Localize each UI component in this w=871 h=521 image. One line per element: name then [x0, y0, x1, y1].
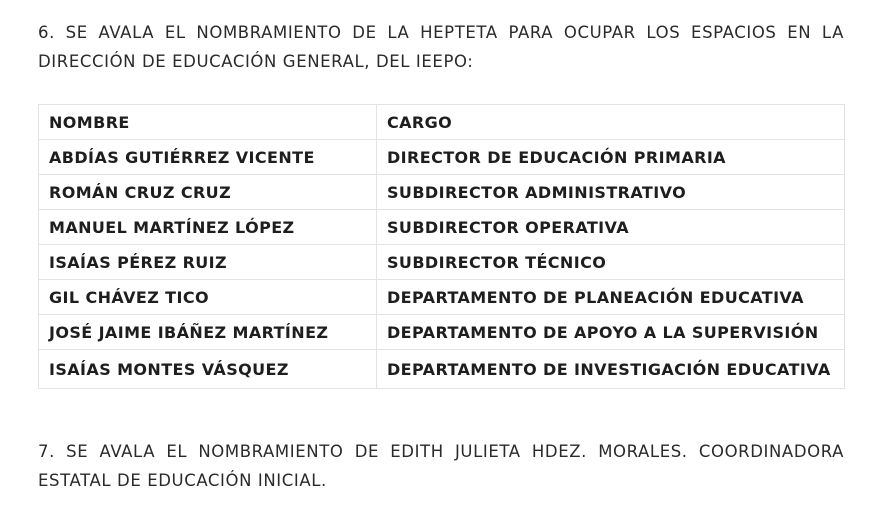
cell-cargo: SUBDIRECTOR OPERATIVA: [377, 210, 845, 245]
cell-cargo: DEPARTAMENTO DE APOYO A LA SUPERVISIÓN: [377, 315, 845, 350]
header-nombre: NOMBRE: [39, 105, 377, 140]
cell-nombre: ROMÁN CRUZ CRUZ: [39, 175, 377, 210]
cell-cargo: SUBDIRECTOR ADMINISTRATIVO: [377, 175, 845, 210]
cell-cargo: SUBDIRECTOR TÉCNICO: [377, 245, 845, 280]
cell-nombre: GIL CHÁVEZ TICO: [39, 280, 377, 315]
cell-nombre: JOSÉ JAIME IBÁÑEZ MARTÍNEZ: [39, 315, 377, 350]
cell-nombre: ISAÍAS PÉREZ RUIZ: [39, 245, 377, 280]
table-row: [39, 280, 845, 315]
table-row: [39, 350, 845, 389]
cell-nombre: ISAÍAS MONTES VÁSQUEZ: [39, 350, 377, 389]
table-row: [39, 210, 845, 245]
cell-nombre: ABDÍAS GUTIÉRREZ VICENTE: [39, 140, 377, 175]
table-header-row: [39, 105, 845, 140]
paragraph-6: 6. SE AVALA EL NOMBRAMIENTO DE LA HEPTETA PARA OCUPAR LOS ESPACIOS EN LA DIRECCIÓN DE EDUCACIÓN GENERAL, DEL IEEPO:: [38, 23, 844, 71]
appointments-table: [38, 104, 845, 389]
table-row: [39, 140, 845, 175]
paragraph-7: 7. SE AVALA EL NOMBRAMIENTO DE EDITH JULIETA HDEZ. MORALES. COORDINADORA ESTATAL DE EDUCACIÓN INICIAL.: [38, 442, 844, 490]
table-row: [39, 175, 845, 210]
table-row: [39, 315, 845, 350]
cell-cargo: DEPARTAMENTO DE PLANEACIÓN EDUCATIVA: [377, 280, 845, 315]
cell-nombre: MANUEL MARTÍNEZ LÓPEZ: [39, 210, 377, 245]
cell-cargo: DIRECTOR DE EDUCACIÓN PRIMARIA: [377, 140, 845, 175]
cell-cargo: DEPARTAMENTO DE INVESTIGACIÓN EDUCATIVA: [377, 350, 845, 389]
table-row: [39, 245, 845, 280]
header-cargo: CARGO: [377, 105, 845, 140]
